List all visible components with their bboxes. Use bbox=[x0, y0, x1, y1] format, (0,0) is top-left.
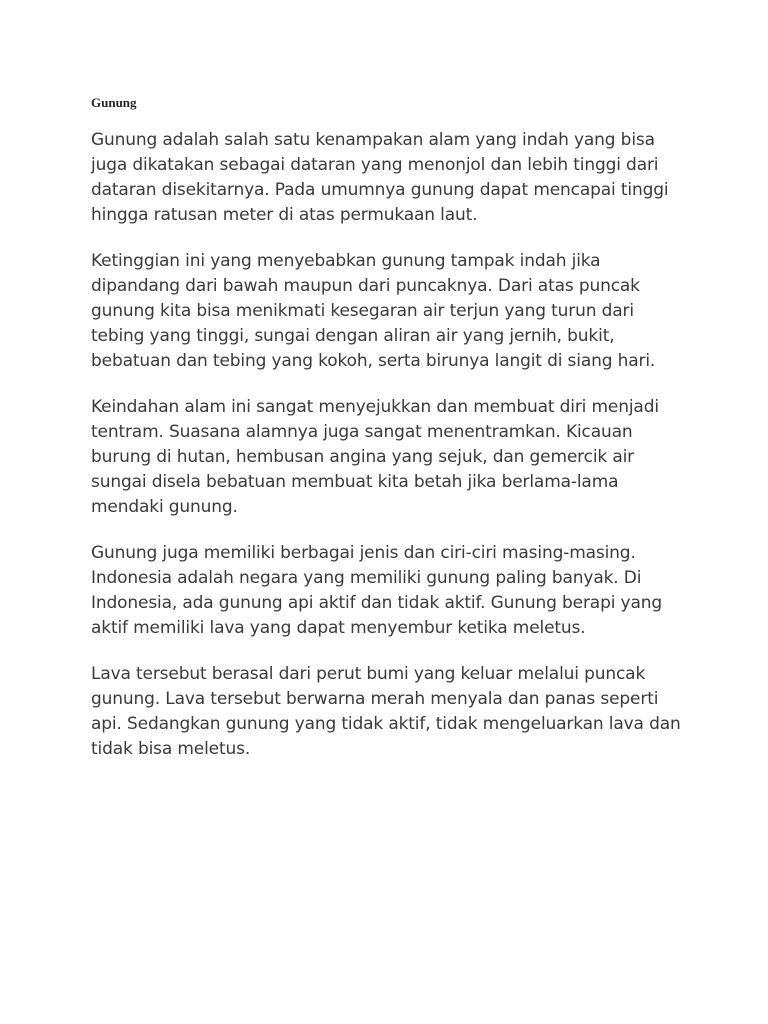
paragraph-3: Keindahan alam ini sangat menyejukkan dan membuat diri menjadi tentram. Suasana alamnya juga sangat menentramkan. Kicauan burung di hutan, hembusan angina yang sejuk, dan gemercik air sungai disela bebatuan membuat kita betah jika berlama-lama mendaki gunung. bbox=[91, 397, 659, 517]
paragraph-5: Lava tersebut berasal dari perut bumi yang keluar melalui puncak gunung. Lava tersebut berwarna merah menyala dan panas seperti api. Sedangkan gunung yang tidak aktif, tidak mengeluarkan lava dan tidak bisa meletus. bbox=[91, 664, 681, 759]
document-page bbox=[91, 96, 691, 783]
document-title: Gunung bbox=[91, 95, 137, 110]
paragraph-2: Ketinggian ini yang menyebabkan gunung tampak indah jika dipandang dari bawah maupun dari puncaknya. Dari atas puncak gunung kita bisa menikmati kesegaran air terjun yang turun dari tebing yang tinggi, sungai dengan aliran air yang jernih, bukit, bebatuan dan tebing yang kokoh, serta birunya langit di siang hari. bbox=[91, 251, 656, 371]
paragraph-4: Gunung juga memiliki berbagai jenis dan ciri-ciri masing-masing. Indonesia adalah negara yang memiliki gunung paling banyak. Di Indonesia, ada gunung api aktif dan tidak aktif. Gunung berapi yang aktif memiliki lava yang dapat menyembur ketika meletus. bbox=[91, 543, 662, 638]
paragraph-1: Gunung adalah salah satu kenampakan alam yang indah yang bisa juga dikatakan sebagai dataran yang menonjol dan lebih tinggi dari dataran disekitarnya. Pada umumnya gunung dapat mencapai tinggi hingga ratusan meter di atas permukaan laut. bbox=[91, 130, 669, 225]
